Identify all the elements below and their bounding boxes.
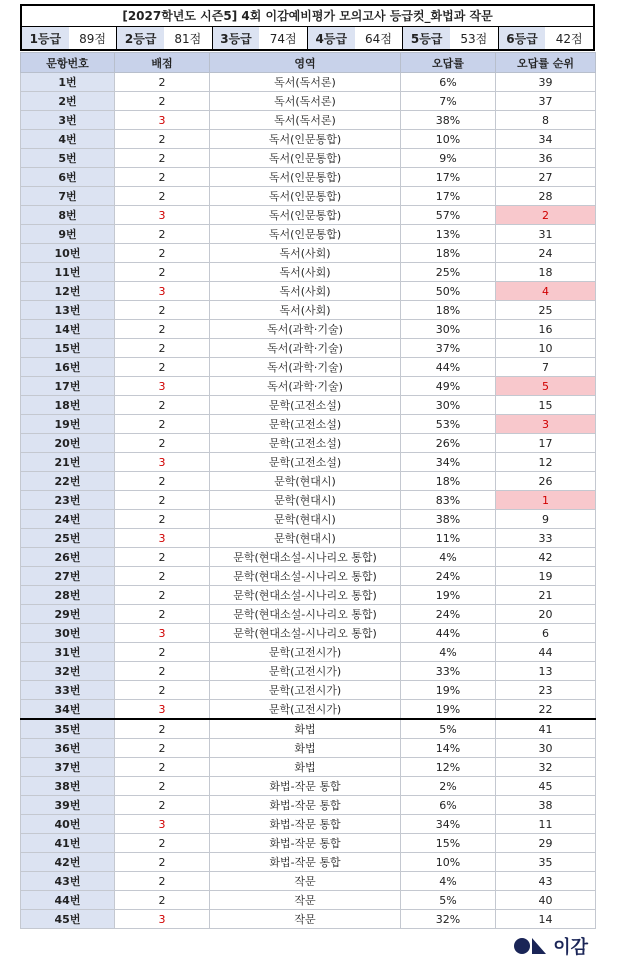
question-number-cell: 33번 <box>21 681 115 700</box>
question-number-cell: 7번 <box>21 187 115 206</box>
area-cell: 작문 <box>210 891 401 910</box>
error-rate-cell: 25% <box>401 263 496 282</box>
grade-label: 5등급 <box>403 27 450 49</box>
error-rank-cell: 32 <box>496 758 596 777</box>
question-number-cell: 22번 <box>21 472 115 491</box>
points-cell: 2 <box>115 358 210 377</box>
error-rate-cell: 7% <box>401 92 496 111</box>
question-number-cell: 26번 <box>21 548 115 567</box>
error-rank-cell: 25 <box>496 301 596 320</box>
points-cell: 2 <box>115 662 210 681</box>
table-body <box>21 73 596 929</box>
question-number-cell: 36번 <box>21 739 115 758</box>
error-rank-cell: 36 <box>496 149 596 168</box>
error-rank-cell: 8 <box>496 111 596 130</box>
grade-label: 1등급 <box>22 27 69 49</box>
error-rank-cell: 22 <box>496 700 596 720</box>
area-cell: 독서(과학·기술) <box>210 320 401 339</box>
points-cell: 3 <box>115 282 210 301</box>
error-rank-cell: 9 <box>496 510 596 529</box>
points-cell: 2 <box>115 872 210 891</box>
logo-text: 이감 <box>553 937 588 958</box>
question-number-cell: 43번 <box>21 872 115 891</box>
table-row <box>21 758 596 777</box>
error-rank-cell: 2 <box>496 206 596 225</box>
error-rank-cell: 4 <box>496 282 596 301</box>
table-row <box>21 73 596 92</box>
points-cell: 2 <box>115 339 210 358</box>
question-number-cell: 44번 <box>21 891 115 910</box>
question-number-cell: 5번 <box>21 149 115 168</box>
grade-cuts <box>22 27 593 49</box>
question-number-cell: 16번 <box>21 358 115 377</box>
question-number-cell: 18번 <box>21 396 115 415</box>
table-row <box>21 415 596 434</box>
points-cell: 2 <box>115 73 210 92</box>
error-rate-cell: 33% <box>401 662 496 681</box>
area-cell: 화법-작문 통합 <box>210 815 401 834</box>
table-row <box>21 605 596 624</box>
area-cell: 독서(독서론) <box>210 73 401 92</box>
error-rank-cell: 14 <box>496 910 596 929</box>
question-number-cell: 45번 <box>21 910 115 929</box>
table-row <box>21 472 596 491</box>
error-rate-cell: 38% <box>401 510 496 529</box>
table-row <box>21 301 596 320</box>
page-title: [2027학년도 시즌5] 4회 이감예비평가 모의고사 등급컷_화법과 작문 <box>22 6 593 27</box>
points-cell: 3 <box>115 910 210 929</box>
points-cell: 2 <box>115 434 210 453</box>
grade-label: 2등급 <box>117 27 164 49</box>
error-rate-cell: 50% <box>401 282 496 301</box>
error-rank-cell: 35 <box>496 853 596 872</box>
grade-score: 74점 <box>259 27 308 49</box>
area-cell: 작문 <box>210 910 401 929</box>
question-number-cell: 24번 <box>21 510 115 529</box>
error-rank-cell: 16 <box>496 320 596 339</box>
error-rate-cell: 44% <box>401 358 496 377</box>
error-rank-cell: 27 <box>496 168 596 187</box>
error-rank-cell: 24 <box>496 244 596 263</box>
question-number-cell: 34번 <box>21 700 115 720</box>
error-rank-cell: 3 <box>496 415 596 434</box>
question-number-cell: 3번 <box>21 111 115 130</box>
error-rank-cell: 18 <box>496 263 596 282</box>
error-rank-cell: 5 <box>496 377 596 396</box>
question-number-cell: 8번 <box>21 206 115 225</box>
question-number-cell: 37번 <box>21 758 115 777</box>
error-rank-cell: 12 <box>496 453 596 472</box>
error-rate-cell: 17% <box>401 168 496 187</box>
error-rate-cell: 6% <box>401 796 496 815</box>
points-cell: 3 <box>115 206 210 225</box>
error-rate-cell: 37% <box>401 339 496 358</box>
area-cell: 문학(고전소설) <box>210 396 401 415</box>
area-cell: 문학(현대소설-시나리오 통합) <box>210 624 401 643</box>
points-cell: 2 <box>115 130 210 149</box>
area-cell: 문학(현대소설-시나리오 통합) <box>210 586 401 605</box>
error-rate-cell: 38% <box>401 111 496 130</box>
area-cell: 문학(현대소설-시나리오 통합) <box>210 548 401 567</box>
grade-score: 53점 <box>450 27 499 49</box>
question-number-cell: 21번 <box>21 453 115 472</box>
error-rank-cell: 19 <box>496 567 596 586</box>
area-cell: 문학(고전소설) <box>210 434 401 453</box>
area-cell: 독서(과학·기술) <box>210 377 401 396</box>
error-rank-cell: 13 <box>496 662 596 681</box>
table-row <box>21 719 596 739</box>
column-header-area: 영역 <box>210 53 401 73</box>
question-number-cell: 19번 <box>21 415 115 434</box>
area-cell: 문학(고전시가) <box>210 700 401 720</box>
table-row <box>21 92 596 111</box>
question-number-cell: 10번 <box>21 244 115 263</box>
table-row <box>21 491 596 510</box>
points-cell: 2 <box>115 149 210 168</box>
question-number-cell: 2번 <box>21 92 115 111</box>
igam-logo-icon <box>513 937 547 955</box>
points-cell: 2 <box>115 777 210 796</box>
question-number-cell: 11번 <box>21 263 115 282</box>
grade-cut-header <box>20 4 595 51</box>
error-rank-cell: 6 <box>496 624 596 643</box>
points-cell: 2 <box>115 758 210 777</box>
points-cell: 2 <box>115 586 210 605</box>
area-cell: 문학(고전시가) <box>210 662 401 681</box>
error-rate-cell: 4% <box>401 872 496 891</box>
points-cell: 2 <box>115 643 210 662</box>
error-rate-cell: 5% <box>401 719 496 739</box>
error-rate-cell: 18% <box>401 244 496 263</box>
points-cell: 2 <box>115 244 210 263</box>
table-row <box>21 206 596 225</box>
question-number-cell: 13번 <box>21 301 115 320</box>
question-number-cell: 9번 <box>21 225 115 244</box>
area-cell: 화법-작문 통합 <box>210 796 401 815</box>
error-rank-cell: 41 <box>496 719 596 739</box>
question-number-cell: 17번 <box>21 377 115 396</box>
grade-score: 81점 <box>164 27 213 49</box>
question-number-cell: 28번 <box>21 586 115 605</box>
points-cell: 2 <box>115 301 210 320</box>
points-cell: 2 <box>115 225 210 244</box>
error-rank-cell: 15 <box>496 396 596 415</box>
area-cell: 독서(과학·기술) <box>210 358 401 377</box>
points-cell: 2 <box>115 681 210 700</box>
table-row <box>21 339 596 358</box>
error-rate-cell: 57% <box>401 206 496 225</box>
igam-logo <box>513 933 588 959</box>
question-number-cell: 15번 <box>21 339 115 358</box>
error-rank-cell: 37 <box>496 92 596 111</box>
error-rate-cell: 49% <box>401 377 496 396</box>
error-rank-cell: 7 <box>496 358 596 377</box>
error-rank-cell: 31 <box>496 225 596 244</box>
error-rank-cell: 17 <box>496 434 596 453</box>
error-rate-cell: 53% <box>401 415 496 434</box>
error-rate-cell: 19% <box>401 586 496 605</box>
points-cell: 2 <box>115 187 210 206</box>
area-cell: 문학(현대시) <box>210 472 401 491</box>
error-rate-cell: 5% <box>401 891 496 910</box>
area-cell: 독서(인문통합) <box>210 149 401 168</box>
area-cell: 문학(고전시가) <box>210 681 401 700</box>
error-rate-cell: 17% <box>401 187 496 206</box>
area-cell: 문학(현대시) <box>210 510 401 529</box>
points-cell: 2 <box>115 320 210 339</box>
error-rate-cell: 12% <box>401 758 496 777</box>
error-rank-cell: 33 <box>496 529 596 548</box>
points-cell: 3 <box>115 624 210 643</box>
table-row <box>21 739 596 758</box>
table-row <box>21 453 596 472</box>
area-cell: 독서(독서론) <box>210 111 401 130</box>
area-cell: 화법 <box>210 758 401 777</box>
grade-label: 3등급 <box>213 27 260 49</box>
table-row <box>21 168 596 187</box>
error-rate-cell: 14% <box>401 739 496 758</box>
table-row <box>21 548 596 567</box>
error-rate-cell: 34% <box>401 815 496 834</box>
area-cell: 독서(사회) <box>210 282 401 301</box>
error-rank-cell: 20 <box>496 605 596 624</box>
table-row <box>21 643 596 662</box>
error-rank-cell: 44 <box>496 643 596 662</box>
error-rate-cell: 44% <box>401 624 496 643</box>
error-rank-cell: 39 <box>496 73 596 92</box>
area-cell: 화법 <box>210 739 401 758</box>
question-number-cell: 31번 <box>21 643 115 662</box>
error-rank-cell: 26 <box>496 472 596 491</box>
area-cell: 문학(현대시) <box>210 491 401 510</box>
area-cell: 독서(인문통합) <box>210 187 401 206</box>
error-rate-cell: 24% <box>401 567 496 586</box>
question-number-cell: 23번 <box>21 491 115 510</box>
points-cell: 2 <box>115 548 210 567</box>
question-number-cell: 25번 <box>21 529 115 548</box>
points-cell: 2 <box>115 415 210 434</box>
area-cell: 작문 <box>210 872 401 891</box>
error-rate-cell: 34% <box>401 453 496 472</box>
error-rank-cell: 40 <box>496 891 596 910</box>
error-rate-cell: 19% <box>401 681 496 700</box>
error-rate-cell: 11% <box>401 529 496 548</box>
points-cell: 2 <box>115 739 210 758</box>
area-cell: 문학(고전소설) <box>210 453 401 472</box>
error-rate-cell: 30% <box>401 320 496 339</box>
points-cell: 2 <box>115 567 210 586</box>
table-row <box>21 225 596 244</box>
area-cell: 문학(고전소설) <box>210 415 401 434</box>
grade-score: 89점 <box>69 27 118 49</box>
points-cell: 2 <box>115 472 210 491</box>
area-cell: 독서(인문통합) <box>210 225 401 244</box>
question-number-cell: 41번 <box>21 834 115 853</box>
points-cell: 2 <box>115 168 210 187</box>
error-rank-cell: 30 <box>496 739 596 758</box>
table-row <box>21 149 596 168</box>
question-number-cell: 12번 <box>21 282 115 301</box>
error-rate-cell: 4% <box>401 548 496 567</box>
area-cell: 화법-작문 통합 <box>210 853 401 872</box>
question-number-cell: 38번 <box>21 777 115 796</box>
table-row <box>21 567 596 586</box>
points-cell: 3 <box>115 111 210 130</box>
area-cell: 화법 <box>210 719 401 739</box>
points-cell: 2 <box>115 263 210 282</box>
error-rate-cell: 26% <box>401 434 496 453</box>
grade-score: 64점 <box>355 27 404 49</box>
error-rate-cell: 19% <box>401 700 496 720</box>
error-rate-cell: 13% <box>401 225 496 244</box>
error-rank-cell: 42 <box>496 548 596 567</box>
error-rate-cell: 83% <box>401 491 496 510</box>
table-row <box>21 815 596 834</box>
grade-label: 6등급 <box>499 27 546 49</box>
error-rate-cell: 30% <box>401 396 496 415</box>
table-row <box>21 130 596 149</box>
error-rank-cell: 10 <box>496 339 596 358</box>
results-table <box>20 52 596 929</box>
table-row <box>21 244 596 263</box>
grade-label: 4등급 <box>308 27 355 49</box>
question-number-cell: 42번 <box>21 853 115 872</box>
error-rank-cell: 11 <box>496 815 596 834</box>
points-cell: 2 <box>115 891 210 910</box>
points-cell: 2 <box>115 396 210 415</box>
points-cell: 2 <box>115 853 210 872</box>
error-rate-cell: 9% <box>401 149 496 168</box>
area-cell: 화법-작문 통합 <box>210 777 401 796</box>
table-row <box>21 681 596 700</box>
points-cell: 2 <box>115 605 210 624</box>
question-number-cell: 6번 <box>21 168 115 187</box>
area-cell: 독서(사회) <box>210 263 401 282</box>
area-cell: 독서(과학·기술) <box>210 339 401 358</box>
points-cell: 2 <box>115 796 210 815</box>
table-row <box>21 263 596 282</box>
points-cell: 3 <box>115 453 210 472</box>
points-cell: 2 <box>115 491 210 510</box>
error-rate-cell: 6% <box>401 73 496 92</box>
error-rate-cell: 4% <box>401 643 496 662</box>
table-row <box>21 282 596 301</box>
table-row <box>21 586 596 605</box>
table-row <box>21 777 596 796</box>
table-header-row <box>21 53 596 73</box>
error-rank-cell: 34 <box>496 130 596 149</box>
table-row <box>21 872 596 891</box>
points-cell: 3 <box>115 700 210 720</box>
area-cell: 문학(현대시) <box>210 529 401 548</box>
table-row <box>21 662 596 681</box>
question-number-cell: 30번 <box>21 624 115 643</box>
table-row <box>21 358 596 377</box>
error-rank-cell: 21 <box>496 586 596 605</box>
table-row <box>21 187 596 206</box>
error-rank-cell: 29 <box>496 834 596 853</box>
question-number-cell: 39번 <box>21 796 115 815</box>
points-cell: 3 <box>115 815 210 834</box>
question-number-cell: 14번 <box>21 320 115 339</box>
error-rank-cell: 38 <box>496 796 596 815</box>
error-rank-cell: 43 <box>496 872 596 891</box>
error-rank-cell: 1 <box>496 491 596 510</box>
error-rate-cell: 15% <box>401 834 496 853</box>
error-rate-cell: 10% <box>401 853 496 872</box>
error-rank-cell: 23 <box>496 681 596 700</box>
area-cell: 독서(사회) <box>210 301 401 320</box>
question-number-cell: 27번 <box>21 567 115 586</box>
error-rate-cell: 2% <box>401 777 496 796</box>
area-cell: 독서(독서론) <box>210 92 401 111</box>
area-cell: 독서(인문통합) <box>210 168 401 187</box>
error-rate-cell: 18% <box>401 301 496 320</box>
question-number-cell: 35번 <box>21 719 115 739</box>
question-number-cell: 40번 <box>21 815 115 834</box>
table-row <box>21 624 596 643</box>
question-number-cell: 29번 <box>21 605 115 624</box>
table-row <box>21 111 596 130</box>
error-rank-cell: 28 <box>496 187 596 206</box>
table-row <box>21 396 596 415</box>
table-row <box>21 510 596 529</box>
area-cell: 화법-작문 통합 <box>210 834 401 853</box>
table-row <box>21 529 596 548</box>
question-number-cell: 32번 <box>21 662 115 681</box>
area-cell: 문학(고전시가) <box>210 643 401 662</box>
points-cell: 2 <box>115 510 210 529</box>
area-cell: 문학(현대소설-시나리오 통합) <box>210 567 401 586</box>
area-cell: 문학(현대소설-시나리오 통합) <box>210 605 401 624</box>
question-number-cell: 1번 <box>21 73 115 92</box>
points-cell: 2 <box>115 719 210 739</box>
table-row <box>21 434 596 453</box>
points-cell: 2 <box>115 834 210 853</box>
question-number-cell: 20번 <box>21 434 115 453</box>
area-cell: 독서(인문통합) <box>210 130 401 149</box>
table-row <box>21 700 596 720</box>
area-cell: 독서(사회) <box>210 244 401 263</box>
error-rate-cell: 32% <box>401 910 496 929</box>
column-header-error-rate: 오답률 <box>401 53 496 73</box>
table-row <box>21 377 596 396</box>
column-header-points: 배점 <box>115 53 210 73</box>
error-rate-cell: 18% <box>401 472 496 491</box>
column-header-error-rank: 오답률 순위 <box>496 53 596 73</box>
column-header-number: 문항번호 <box>21 53 115 73</box>
table-row <box>21 834 596 853</box>
question-number-cell: 4번 <box>21 130 115 149</box>
error-rate-cell: 10% <box>401 130 496 149</box>
table-row <box>21 796 596 815</box>
points-cell: 2 <box>115 92 210 111</box>
table-row <box>21 891 596 910</box>
error-rank-cell: 45 <box>496 777 596 796</box>
points-cell: 3 <box>115 529 210 548</box>
area-cell: 독서(인문통합) <box>210 206 401 225</box>
points-cell: 3 <box>115 377 210 396</box>
grade-score: 42점 <box>555 31 583 46</box>
error-rate-cell: 24% <box>401 605 496 624</box>
table-row <box>21 910 596 929</box>
table-row <box>21 853 596 872</box>
table-row <box>21 320 596 339</box>
